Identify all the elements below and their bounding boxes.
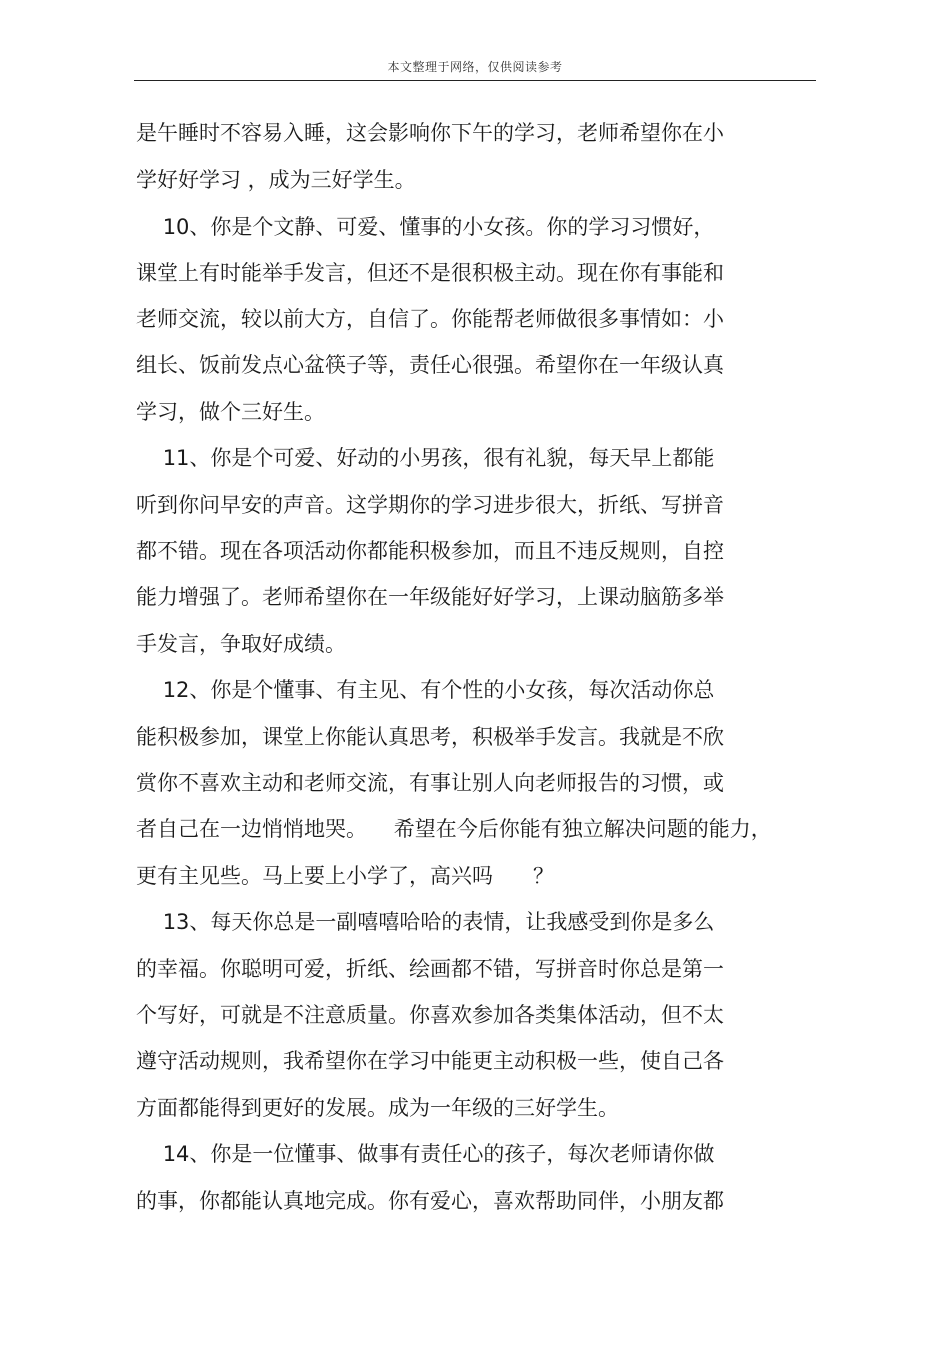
- header-divider: [134, 80, 816, 81]
- text-line: 都不错。现在各项活动你都能积极参加，而且不违反规则，自控: [136, 539, 724, 563]
- text-line: 遵守活动规则，我希望你在学习中能更主动积极一些，使自己各: [136, 1049, 724, 1073]
- text-line: 听到你问早安的声音。这学期你的学习进步很大，折纸、写拼音: [136, 493, 724, 517]
- text-line: 能力增强了。老师希望你在一年级能好好学习，上课动脑筋多举: [136, 585, 724, 609]
- text-line: 学好好学习 ，成为三好学生。: [136, 168, 416, 192]
- text-line: 者自己在一边悄悄地哭。 希望在今后你能有独立解决问题的能力，: [136, 817, 772, 841]
- text-line: 是午睡时不容易入睡，这会影响你下午的学习，老师希望你在小: [136, 121, 724, 145]
- text-line: 10、你是个文静、可爱、懂事的小女孩。你的学习习惯好，: [136, 215, 715, 239]
- text-line: 方面都能得到更好的发展。成为一年级的三好学生。: [136, 1096, 619, 1120]
- text-line: 13、每天你总是一副嘻嘻哈哈的表情，让我感受到你是多么: [136, 910, 715, 934]
- text-line: 个写好，可就是不注意质量。你喜欢参加各类集体活动，但不太: [136, 1003, 724, 1027]
- text-line: 手发言，争取好成绩。: [136, 632, 346, 656]
- page-header: 本文整理于网络，仅供阅读参考: [387, 60, 563, 74]
- text-line: 12、你是个懂事、有主见、有个性的小女孩，每次活动你总: [136, 678, 715, 702]
- text-line: 的幸福。你聪明可爱，折纸、绘画都不错，写拼音时你总是第一: [136, 957, 724, 981]
- text-line: 老师交流，较以前大方，自信了。你能帮老师做很多事情如：小: [136, 307, 724, 331]
- text-line: 学习，做个三好生。: [136, 400, 325, 424]
- text-line: 能积极参加，课堂上你能认真思考，积极举手发言。我就是不欣: [136, 725, 724, 749]
- text-line: 11、你是个可爱、好动的小男孩，很有礼貌，每天早上都能: [136, 446, 715, 470]
- text-line: 组长、饭前发点心盆筷子等，责任心很强。希望你在一年级认真: [136, 353, 724, 377]
- text-line: 赏你不喜欢主动和老师交流，有事让别人向老师报告的习惯，或: [136, 771, 724, 795]
- text-line: 的事，你都能认真地完成。你有爱心，喜欢帮助同伴，小朋友都: [136, 1189, 724, 1213]
- text-line: 更有主见些。马上要上小学了，高兴吗 ？: [136, 864, 555, 888]
- text-line: 课堂上有时能举手发言，但还不是很积极主动。现在你有事能和: [136, 261, 724, 285]
- text-line: 14、你是一位懂事、做事有责任心的孩子，每次老师请你做: [136, 1142, 715, 1166]
